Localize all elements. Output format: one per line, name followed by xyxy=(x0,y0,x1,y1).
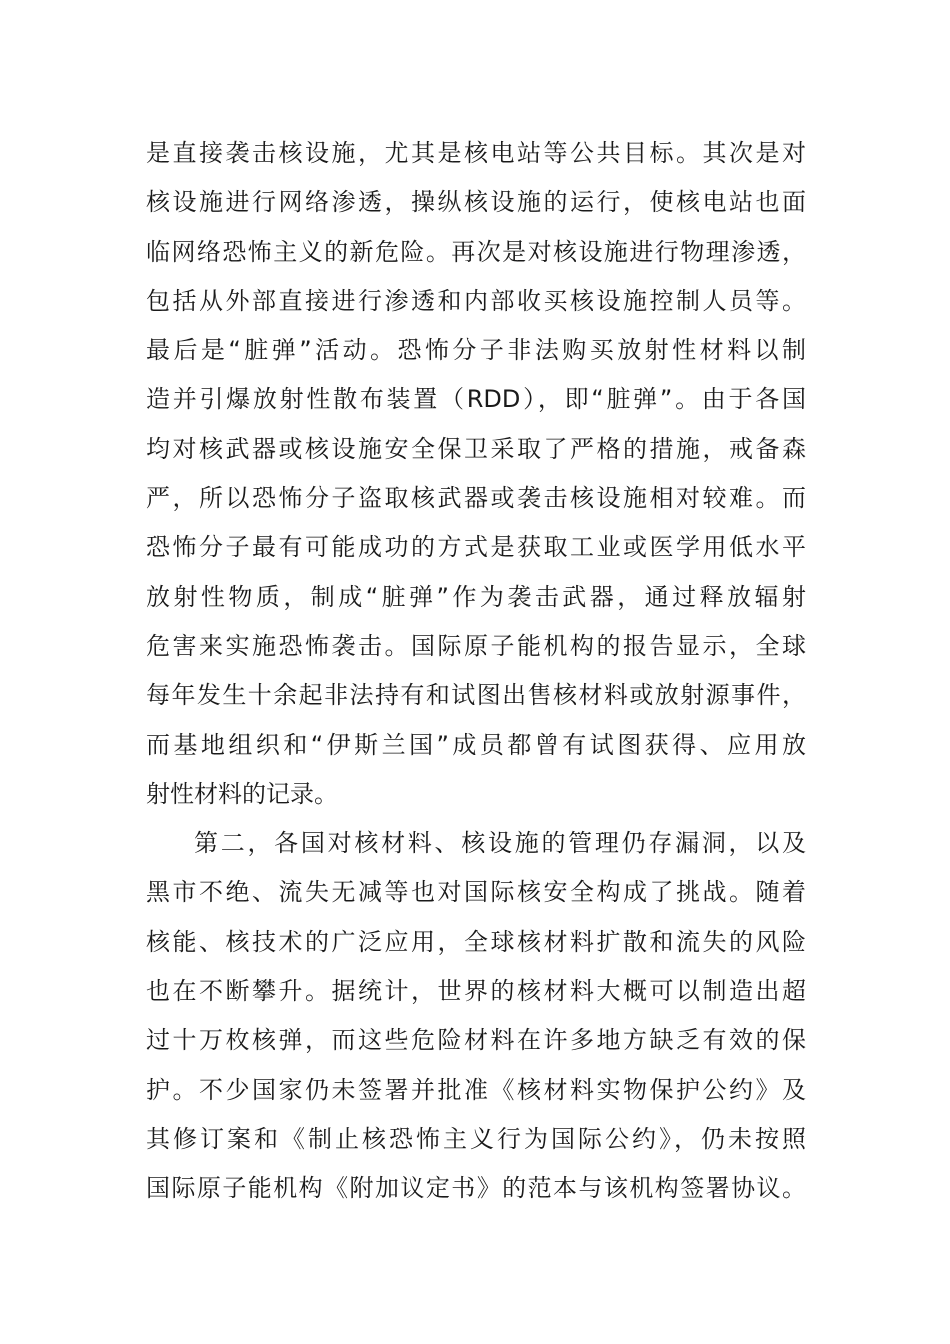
text-line: 严，所以恐怖分子盗取核武器或袭击核设施相对较难。而 xyxy=(146,484,806,513)
text-line: 过十万枚核弹，而这些危险材料在许多地方缺乏有效的保 xyxy=(146,1026,806,1055)
text-line: 核能、核技术的广泛应用，全球核材料扩散和流失的风险 xyxy=(146,927,806,956)
text-line: 均对核武器或核设施安全保卫采取了严格的措施，戒备森 xyxy=(146,434,806,463)
text-line: 每年发生十余起非法持有和试图出售核材料或放射源事件， xyxy=(146,681,806,710)
text-line: 核设施进行网络渗透，操纵核设施的运行，使核电站也面 xyxy=(146,188,806,217)
text-line: 护。不少国家仍未签署并批准《核材料实物保护公约》及 xyxy=(146,1075,806,1104)
text-line: 最后是“脏弹”活动。恐怖分子非法购买放射性材料以制 xyxy=(146,336,806,365)
text-line: 危害来实施恐怖袭击。国际原子能机构的报告显示，全球 xyxy=(146,631,806,660)
text-line: 是直接袭击核设施，尤其是核电站等公共目标。其次是对 xyxy=(146,139,806,167)
paragraph-end-line: 射性材料的记录。 xyxy=(146,779,338,808)
text-line: 也在不断攀升。据统计，世界的核材料大概可以制造出超 xyxy=(146,977,806,1006)
text-line: 而基地组织和“伊斯兰国”成员都曾有试图获得、应用放 xyxy=(146,730,806,759)
text-line: 放射性物质，制成“脏弹”作为袭击武器，通过释放辐射 xyxy=(146,582,806,611)
text-line: 黑市不绝、流失无减等也对国际核安全构成了挑战。随着 xyxy=(146,878,806,907)
text-line: 其修订案和《制止核恐怖主义行为国际公约》，仍未按照 xyxy=(146,1124,806,1153)
text-line: 恐怖分子最有可能成功的方式是获取工业或医学用低水平 xyxy=(146,533,806,562)
paragraph-start-line: 第二，各国对核材料、核设施的管理仍存漏洞，以及 xyxy=(194,829,806,858)
text-line: 临网络恐怖主义的新危险。再次是对核设施进行物理渗透， xyxy=(146,237,806,266)
text-line: 国际原子能机构《附加议定书》的范本与该机构签署协议。 xyxy=(146,1174,806,1203)
document-body xyxy=(146,133,806,1218)
text-line: 造并引爆放射性散布装置（RDD），即“脏弹”。由于各国 xyxy=(146,385,806,414)
text-line: 包括从外部直接进行渗透和内部收买核设施控制人员等。 xyxy=(146,286,806,315)
